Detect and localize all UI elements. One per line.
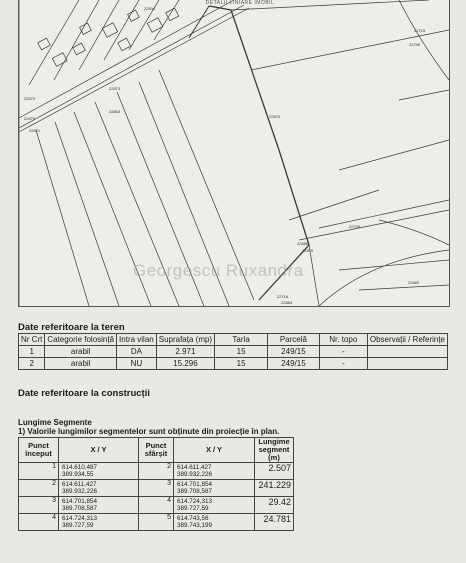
map-label: 22706 bbox=[409, 42, 421, 47]
cell-categorie: arabil bbox=[45, 358, 117, 370]
coord-x: 614.724,313 bbox=[62, 515, 98, 522]
coord-x: 614.724,313 bbox=[177, 498, 213, 505]
col-tarla: Tarla bbox=[215, 334, 268, 346]
col-nr-crt: Nr Crt bbox=[19, 334, 45, 346]
segments-table bbox=[18, 437, 294, 531]
map-label: 22870 bbox=[269, 114, 281, 119]
teren-header-row bbox=[19, 334, 448, 346]
cell-end-xy bbox=[174, 480, 255, 497]
watermark-text: Georgescu Ruxandra bbox=[133, 261, 304, 280]
cell-suprafata: 15.296 bbox=[156, 358, 214, 370]
map-label: 22834 bbox=[144, 6, 156, 11]
cell-start: 4 bbox=[19, 514, 59, 531]
cell-start-xy bbox=[59, 463, 139, 480]
cell-length: 24.781 bbox=[255, 514, 294, 531]
col-observatii: Observații / Referințe bbox=[367, 334, 447, 346]
cell-parcela: 249/15 bbox=[268, 346, 320, 358]
table-row bbox=[19, 514, 294, 531]
lungime-title-block bbox=[18, 418, 279, 436]
cell-start-xy bbox=[59, 497, 139, 514]
coord-y: 389.708,587 bbox=[62, 505, 98, 512]
map-label: 22880 bbox=[408, 280, 420, 285]
coord-x: 614.610,487 bbox=[62, 464, 98, 471]
cell-tarla: 15 bbox=[215, 358, 268, 370]
coord-y: 389.743,199 bbox=[177, 522, 213, 529]
table-row bbox=[19, 480, 294, 497]
cell-start: 1 bbox=[19, 463, 59, 480]
map-label: 22715 bbox=[414, 28, 426, 33]
map-label: 22876 bbox=[24, 116, 36, 121]
cell-end: 5 bbox=[139, 514, 174, 531]
map-label: 22708 bbox=[349, 224, 361, 229]
map-label: 22871 bbox=[29, 128, 41, 133]
lungime-title: Lungime Segmente bbox=[18, 418, 92, 427]
map-label: 22716 bbox=[277, 294, 289, 299]
map-label: 22863 bbox=[109, 109, 121, 114]
coord-y: 389.932,226 bbox=[62, 488, 98, 495]
cell-end-xy bbox=[174, 463, 255, 480]
map-label: 22884 bbox=[281, 300, 293, 305]
coord-y: 389.934,55 bbox=[62, 471, 94, 478]
col-xy-end: X / Y bbox=[174, 438, 255, 463]
coord-x: 614.611,427 bbox=[62, 481, 97, 488]
teren-title: Date referitoare la teren bbox=[18, 322, 125, 333]
col-intravilan: Intra vilan bbox=[117, 334, 157, 346]
cell-start: 3 bbox=[19, 497, 59, 514]
cell-nr: 1 bbox=[19, 346, 45, 358]
coord-y: 389.727,59 bbox=[62, 522, 94, 529]
map-label: 22885 bbox=[297, 241, 309, 246]
cell-intravilan: NU bbox=[117, 358, 157, 370]
cell-nr: 2 bbox=[19, 358, 45, 370]
cell-tarla: 15 bbox=[215, 346, 268, 358]
col-lungime: Lungime segment (m) bbox=[255, 438, 294, 463]
cell-obs bbox=[367, 358, 447, 370]
cell-end: 3 bbox=[139, 480, 174, 497]
table-row bbox=[19, 497, 294, 514]
cell-topo: - bbox=[319, 346, 367, 358]
cell-obs bbox=[367, 346, 447, 358]
col-punct-sfarsit: Punct sfârșit bbox=[139, 438, 174, 463]
cell-topo: - bbox=[319, 358, 367, 370]
table-row bbox=[19, 463, 294, 480]
segments-header-row bbox=[19, 438, 294, 463]
cell-categorie: arabil bbox=[45, 346, 117, 358]
lungime-subtitle: 1) Valorile lungimilor segmentelor sunt obținute din proiecție în plan. bbox=[18, 427, 280, 436]
cell-intravilan: DA bbox=[117, 346, 157, 358]
cell-end-xy bbox=[174, 514, 255, 531]
map-label: 22872 bbox=[24, 96, 36, 101]
cell-end: 2 bbox=[139, 463, 174, 480]
cell-suprafata: 2.971 bbox=[156, 346, 214, 358]
map-label: 22879 bbox=[302, 248, 314, 253]
col-parcela: Parcelă bbox=[268, 334, 320, 346]
cell-parcela: 249/15 bbox=[268, 358, 320, 370]
cell-start-xy bbox=[59, 514, 139, 531]
coord-y: 389.708,587 bbox=[177, 488, 213, 495]
cell-start: 2 bbox=[19, 480, 59, 497]
col-suprafata: Suprafața (mp) bbox=[156, 334, 214, 346]
cell-start-xy bbox=[59, 480, 139, 497]
coord-x: 614.701,854 bbox=[177, 481, 213, 488]
cell-length: 2.507 bbox=[255, 463, 294, 480]
col-punct-inceput: Punct început bbox=[19, 438, 59, 463]
map-label: 22873 bbox=[109, 86, 121, 91]
col-categorie: Categorie folosință bbox=[45, 334, 117, 346]
coord-x: 614.701,854 bbox=[62, 498, 98, 505]
coord-x: 614.611,427 bbox=[177, 464, 212, 471]
table-row bbox=[19, 346, 448, 358]
table-row bbox=[19, 358, 448, 370]
coord-y: 389.932,226 bbox=[177, 471, 213, 478]
map-header-strip: DETALII LINIARE IMOBIL bbox=[205, 0, 275, 6]
cell-end: 4 bbox=[139, 497, 174, 514]
col-xy-start: X / Y bbox=[59, 438, 139, 463]
col-nr-topo: Nr. topo bbox=[319, 334, 367, 346]
cell-length: 241.229 bbox=[255, 480, 294, 497]
cell-length: 29.42 bbox=[255, 497, 294, 514]
coord-y: 389.727,59 bbox=[177, 505, 209, 512]
constructii-title: Date referitoare la construcții bbox=[18, 388, 150, 399]
teren-table bbox=[18, 333, 448, 370]
coord-x: 614.743,56 bbox=[177, 515, 209, 522]
cell-end-xy bbox=[174, 497, 255, 514]
